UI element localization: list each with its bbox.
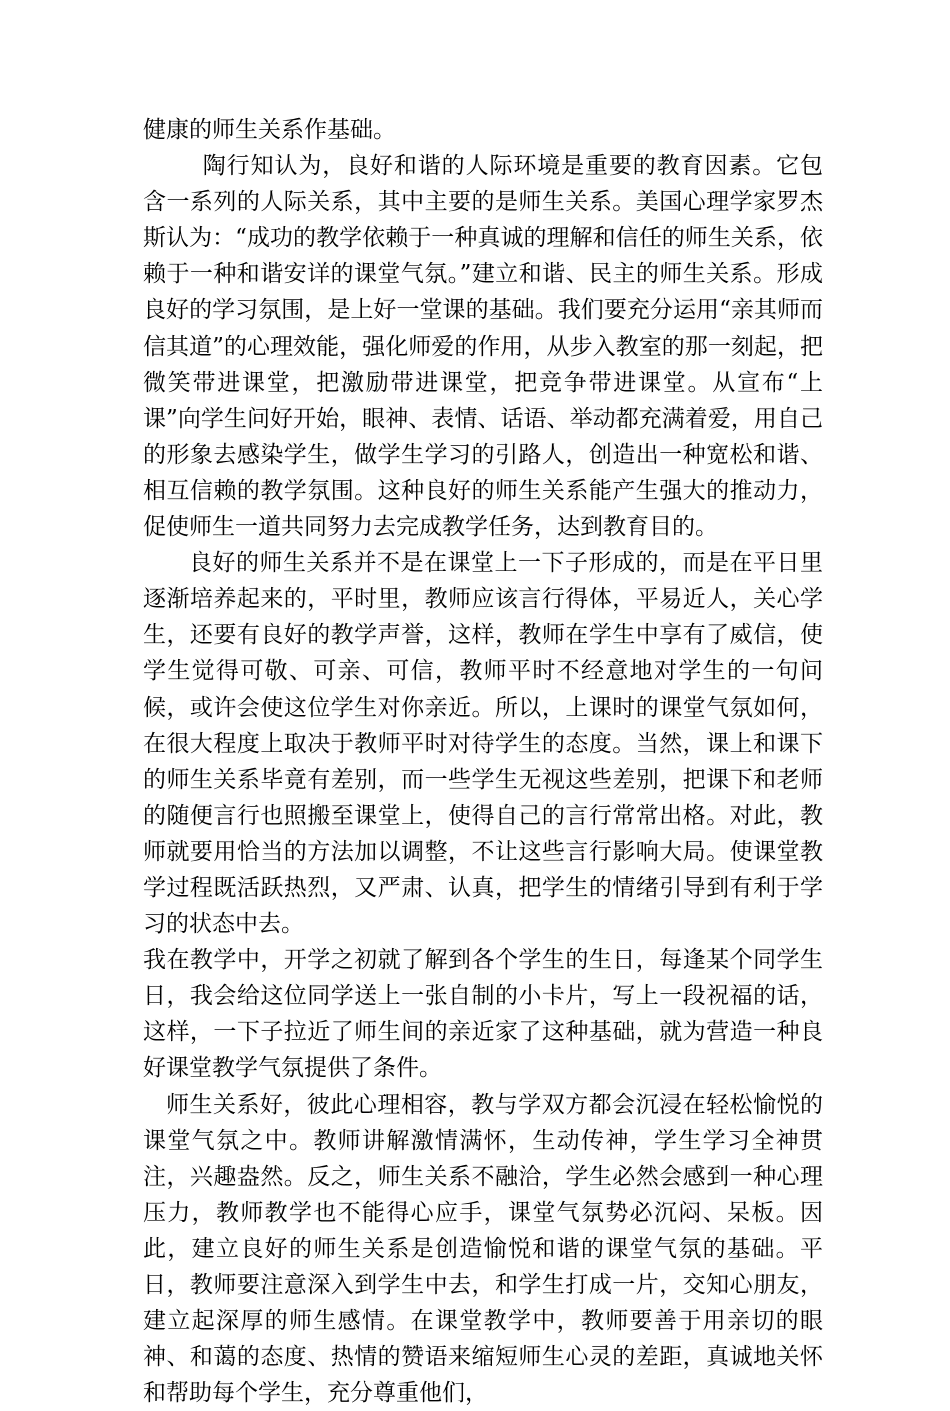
document-body — [143, 112, 823, 1411]
paragraph-2: 陶行知认为，良好和谐的人际环境是重要的教育因素。它包含一系列的人际关系，其中主要的是师生关系。美国心理学家罗杰斯认为：“成功的教学依赖于一种真诚的理解和信任的师生关系，依赖于一种和谐安详的课堂气氛。”建立和谐、民主的师生关系。形成良好的学习氛围，是上好一堂课的基础。我们要充分运用“亲其师而信其道”的心理效能，强化师爱的作用，从步入教室的那一刻起，把微笑带进课堂，把激励带进课堂，把竞争带进课堂。从宣布“上课”向学生问好开始，眼神、表情、话语、举动都充满着爱，用自己的形象去感染学生，做学生学习的引路人，创造出一种宽松和谐、相互信赖的教学氛围。这种良好的师生关系能产生强大的推动力，促使师生一道共同努力去完成教学任务，达到教育目的。 — [143, 153, 823, 541]
paragraph-1: 健康的师生关系作基础。 — [143, 117, 396, 143]
paragraph-4: 我在教学中，开学之初就了解到各个学生的生日，每逢某个同学生日，我会给这位同学送上一张自制的小卡片，写上一段祝福的话，这样，一下子拉近了师生间的亲近家了这种基础，就为营造一种良好课堂教学气氛提供了条件。 — [143, 947, 823, 1082]
paragraph-5: 师生关系好，彼此心理相容，教与学双方都会沉浸在轻松愉悦的课堂气氛之中。教师讲解激情满怀，生动传神，学生学习全神贯注，兴趣盎然。反之，师生关系不融洽，学生必然会感到一种心理压力，教师教学也不能得心应手，课堂气氛势必沉闷、呆板。因此，建立良好的师生关系是创造愉悦和谐的课堂气氛的基础。平日，教师要注意深入到学生中去，和学生打成一片，交知心朋友，建立起深厚的师生感情。在课堂教学中，教师要善于用亲切的眼神、和蔼的态度、热情的赞语来缩短师生心灵的差距，真诚地关怀和帮助每个学生，充分尊重他们， — [143, 1091, 823, 1407]
paragraph-3: 良好的师生关系并不是在课堂上一下子形成的，而是在平日里逐渐培养起来的，平时里，教师应该言行得体，平易近人，关心学生，还要有良好的教学声誉，这样，教师在学生中享有了威信，使学生觉得可敬、可亲、可信，教师平时不经意地对学生的一句问候，或许会使这位学生对你亲近。所以，上课时的课堂气氛如何，在很大程度上取决于教师平时对待学生的态度。当然，课上和课下的师生关系毕竟有差别，而一些学生无视这些差别，把课下和老师的随便言行也照搬至课堂上，使得自己的言行常常出格。对此，教师就要用恰当的方法加以调整，不让这些言行影响大局。使课堂教学过程既活跃热烈，又严肃、认真，把学生的情绪引导到有利于学习的状态中去。 — [143, 550, 823, 938]
